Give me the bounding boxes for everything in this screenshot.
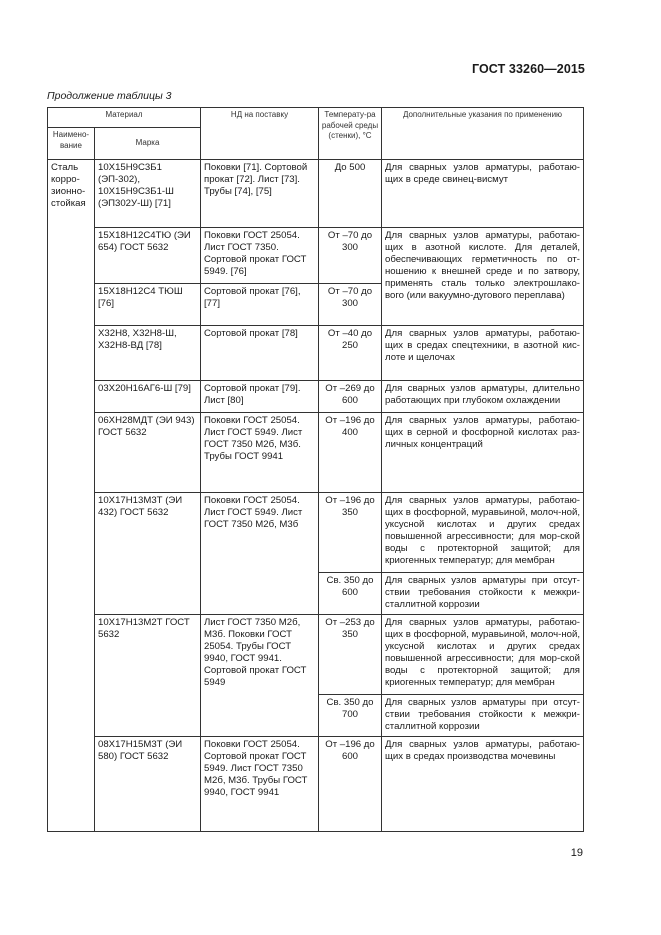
mark-cell: 10Х17Н13М3Т (ЭИ 432) ГОСТ 5632 [95, 493, 201, 615]
note-cell: Для сварных узлов арматуры, работаю-щих в фосфорной, муравьиной, молоч-ной, уксусной кислотах и других средах повышенной агрессивности; для мор-ской воды с протекторной защитой; для криогенных температур; для мембран [382, 615, 584, 695]
note-cell: Для сварных узлов арматуры, работаю-щих в средах производства мочевины [382, 737, 584, 832]
temp-cell: От –196 до 400 [319, 413, 382, 493]
note-cell: Для сварных узлов арматуры, работаю-щих в среде свинец-висмут [382, 160, 584, 228]
nd-cell: Сортовой прокат [78] [201, 326, 319, 381]
col-material: Материал [48, 108, 201, 128]
col-temp: Температу-ра рабочей среды (стенки), °С [319, 108, 382, 160]
nd-cell: Поковки [71]. Сортовой прокат [72]. Лист [73]. Трубы [74], [75] [201, 160, 319, 228]
mark-cell: 15Х18Н12С4 ТЮШ [76] [95, 284, 201, 326]
mark-cell: 10Х15Н9С3Б1 (ЭП-302), 10Х15Н9С3Б1-Ш (ЭП302У-Ш) [71] [95, 160, 201, 228]
temp-cell: Св. 350 до 600 [319, 573, 382, 615]
nd-cell: Поковки ГОСТ 25054. Лист ГОСТ 5949. Лист ГОСТ 7350 М2б, М3б. Трубы ГОСТ 9941 [201, 413, 319, 493]
col-notes: Дополнительные указания по применению [382, 108, 584, 160]
table-row [48, 737, 584, 832]
standard-number: ГОСТ 33260—2015 [471, 62, 585, 76]
nd-cell: Поковки ГОСТ 25054. Лист ГОСТ 7350. Сортовой прокат ГОСТ 5949. [76] [201, 228, 319, 284]
note-cell: Для сварных узлов арматуры при отсут-ствии требования стойкости к межкри-сталлитной коррозии [382, 573, 584, 615]
group-name: Сталь корро-зионно-стойкая [48, 160, 95, 832]
table-row [48, 160, 584, 228]
mark-cell: Х32Н8, Х32Н8-Ш, Х32Н8-ВД [78] [95, 326, 201, 381]
temp-cell: От –196 до 600 [319, 737, 382, 832]
col-mark: Марка [95, 128, 201, 160]
col-name: Наимено-вание [48, 128, 95, 160]
table-row [48, 381, 584, 413]
note-cell: Для сварных узлов арматуры, работаю-щих в серной и фосфорной кислотах раз-личных концентраций [382, 413, 584, 493]
mark-cell: 06ХН28МДТ (ЭИ 943) ГОСТ 5632 [95, 413, 201, 493]
note-cell: Для сварных узлов арматуры, работаю-щих в средах спецтехники, в азотной кис-лоте и щелочах [382, 326, 584, 381]
table-row [48, 615, 584, 695]
table-row [48, 413, 584, 493]
col-nd: НД на поставку [201, 108, 319, 160]
table-caption: Продолжение таблицы 3 [47, 90, 172, 102]
mark-cell: 03Х20Н16АГ6-Ш [79] [95, 381, 201, 413]
mark-cell: 15Х18Н12С4ТЮ (ЭИ 654) ГОСТ 5632 [95, 228, 201, 284]
temp-cell: От –253 до 350 [319, 615, 382, 695]
temp-cell: От –70 до 300 [319, 228, 382, 284]
materials-table [47, 107, 584, 832]
temp-cell: От –70 до 300 [319, 284, 382, 326]
temp-cell: От –40 до 250 [319, 326, 382, 381]
note-cell: Для сварных узлов арматуры, длительно работающих при глубоком охлаждении [382, 381, 584, 413]
nd-cell: Лист ГОСТ 7350 М2б, М3б. Поковки ГОСТ 25054. Трубы ГОСТ 9940, ГОСТ 9941. Сортовой прокат ГОСТ 5949 [201, 615, 319, 737]
note-cell: Для сварных узлов арматуры, работаю-щих в азотной кислоте. Для деталей, обеспечивающих герметичность по от-ношению к внешней среде и по затвору, применять сталь только электрошлако-вого (или вакуумно-дугового переплава) [382, 228, 584, 326]
note-cell: Для сварных узлов арматуры при отсут-ствии требования стойкости к межкри-сталлитной коррозии [382, 695, 584, 737]
temp-cell: От –269 до 600 [319, 381, 382, 413]
nd-cell: Сортовой прокат [76], [77] [201, 284, 319, 326]
nd-cell: Сортовой прокат [79]. Лист [80] [201, 381, 319, 413]
mark-cell: 10Х17Н13М2Т ГОСТ 5632 [95, 615, 201, 737]
temp-cell: От –196 до 350 [319, 493, 382, 573]
page-number: 19 [570, 847, 583, 859]
table-row [48, 228, 584, 284]
mark-cell: 08Х17Н15М3Т (ЭИ 580) ГОСТ 5632 [95, 737, 201, 832]
note-cell: Для сварных узлов арматуры, работаю-щих в фосфорной, муравьиной, молоч-ной, уксусной кислотах и других средах повышенной агрессивности; для мор-ской воды с протекторной защитой; для криогенных температур; для мембран [382, 493, 584, 573]
temp-cell: До 500 [319, 160, 382, 228]
nd-cell: Поковки ГОСТ 25054. Лист ГОСТ 5949. Лист ГОСТ 7350 М2б, М3б [201, 493, 319, 615]
temp-cell: Св. 350 до 700 [319, 695, 382, 737]
table-row [48, 493, 584, 573]
nd-cell: Поковки ГОСТ 25054. Сортовой прокат ГОСТ 5949. Лист ГОСТ 7350 М2б, М3б. Трубы ГОСТ 9940, ГОСТ 9941 [201, 737, 319, 832]
table-row [48, 326, 584, 381]
